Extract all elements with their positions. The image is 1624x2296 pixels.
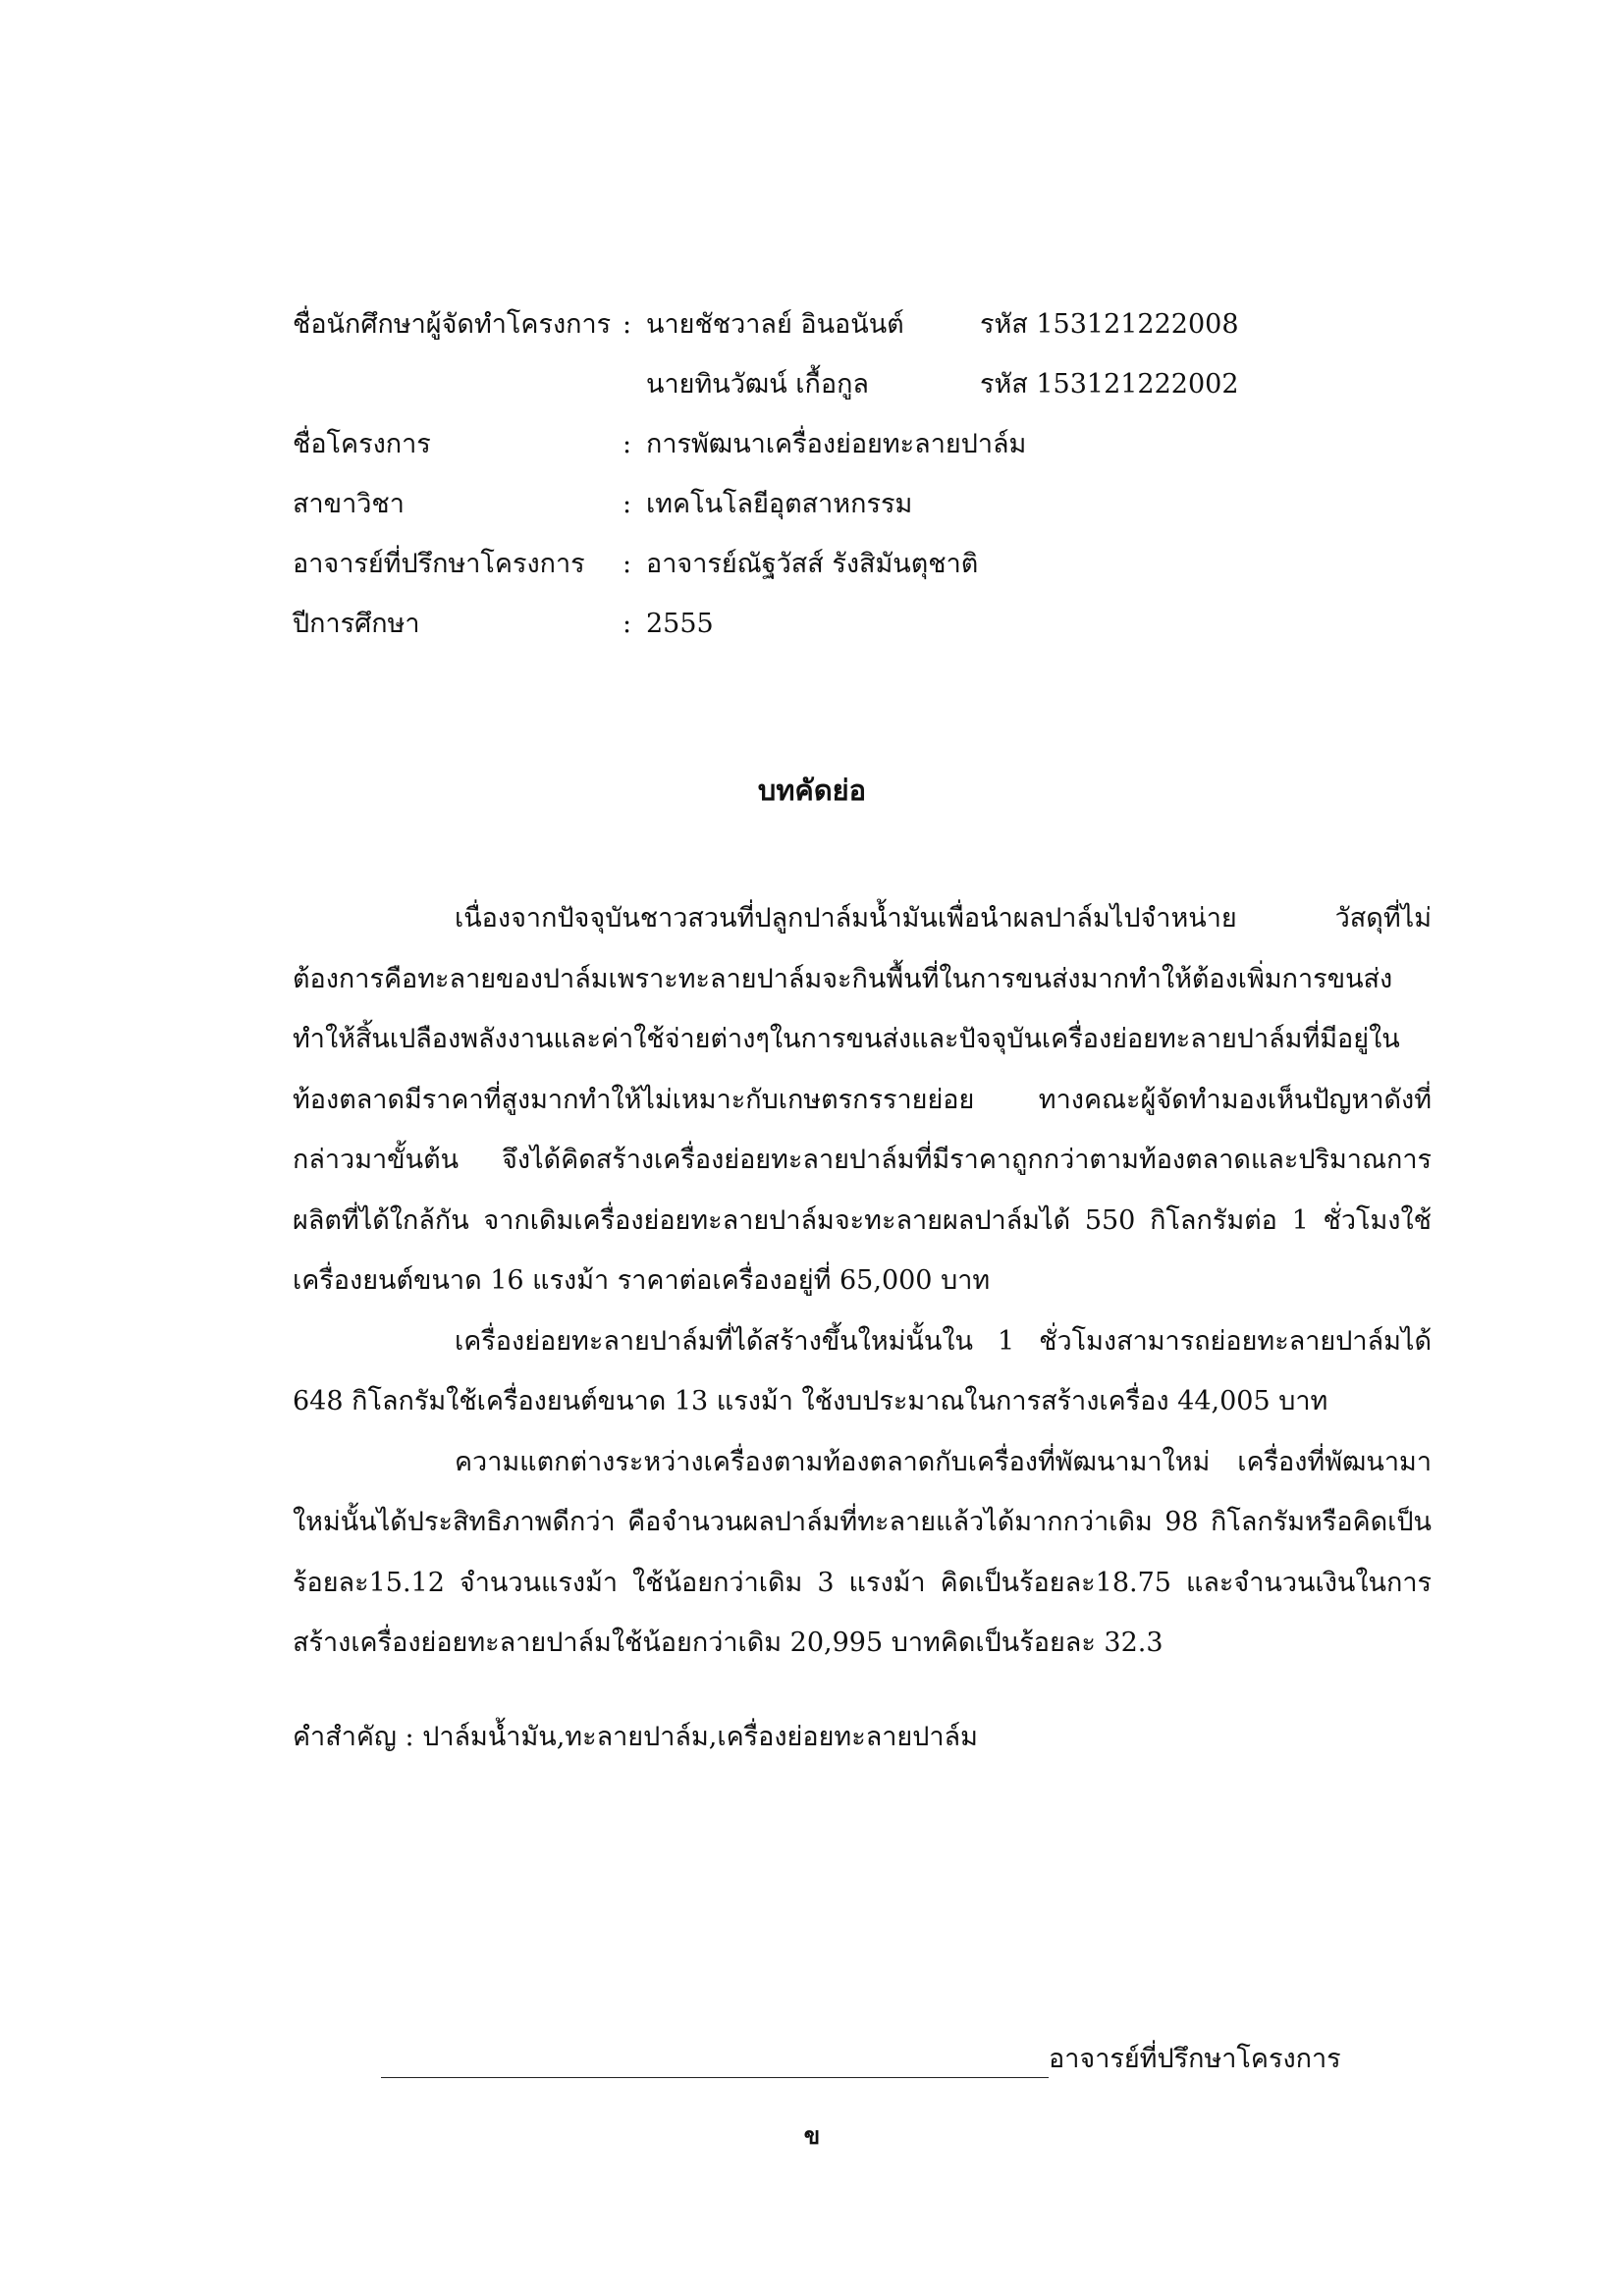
advisor-label: อาจารย์ที่ปรึกษาโครงการ — [293, 549, 585, 579]
advisor-colon: : — [623, 549, 632, 579]
project-info-block — [293, 294, 1373, 654]
advisor-value: อาจารย์ณัฐวัสส์ รังสิมันตุชาติ — [646, 549, 979, 579]
students-row-2 — [293, 354, 1373, 414]
project-colon: : — [623, 429, 632, 459]
student-code-2: รหัส 153121222002 — [980, 369, 1239, 400]
year-colon: : — [623, 609, 632, 639]
student-name-1: นายชัชวาลย์ อินอนันต์ — [646, 309, 904, 340]
abstract-paragraph-1: เนื่องจากปัจจุบันชาวสวนที่ปลูกปาล์มน้ำมันเพื่อนำผลปาล์มไปจำหน่าย วัสดุที่ไม่ต้องการคือทะลายของปาล์มเพราะทะลายปาล์มจะกินพื้นที่ในการขนส่งมากทำให้ต้องเพิ่มการขนส่งทำให้สิ้นเปลืองพลังงานและค่าใช้จ่ายต่างๆในการขนส่งและปัจจุบันเครื่องย่อยทะลายปาล์มที่มีอยู่ในท้องตลาดมีราคาที่สูงมากทำให้ไม่เหมาะกับเกษตรกรรายย่อย ทางคณะผู้จัดทำมองเห็นปัญหาดังที่กล่าวมาขั้นต้น จึงได้คิดสร้างเครื่องย่อยทะลายปาล์มที่มีราคาถูกกว่าตามท้องตลาดและปริมาณการผลิตที่ได้ใกล้กัน จากเดิมเครื่องย่อยทะลายปาล์มจะทะลายผลปาล์มได้ 550 กิโลกรัมต่อ 1 ชั่วโมงใช้เครื่องยนต์ขนาด 16 แรงม้า ราคาต่อเครื่องอยู่ที่ 65,000 บาท — [293, 903, 1432, 1296]
keywords-line: คำสำคัญ : ปาล์มน้ำมัน,ทะลายปาล์ม,เครื่องย่อยทะลายปาล์ม — [293, 1722, 978, 1752]
program-value: เทคโนโลยีอุตสาหกรรม — [646, 489, 913, 519]
signature-label: อาจารย์ที่ปรึกษาโครงการ — [1049, 2044, 1341, 2074]
signature-block — [381, 2032, 1373, 2081]
project-row — [293, 414, 1373, 474]
signature-line — [381, 2077, 1049, 2078]
year-value: 2555 — [646, 609, 714, 639]
year-row — [293, 594, 1373, 654]
advisor-row — [293, 534, 1373, 594]
students-row-1 — [293, 294, 1373, 354]
project-value: การพัฒนาเครื่องย่อยทะลายปาล์ม — [646, 429, 1027, 459]
page-number: ข — [803, 2121, 821, 2150]
student-code-1: รหัส 153121222008 — [980, 309, 1239, 340]
project-label: ชื่อโครงการ — [293, 429, 431, 459]
abstract-paragraph-2: เครื่องย่อยทะลายปาล์มที่ได้สร้างขึ้นใหม่นั้นใน 1 ชั่วโมงสามารถย่อยทะลายปาล์มได้ 648 กิโลกรัมใช้เครื่องยนต์ขนาด 13 แรงม้า ใช้งบประมาณในการสร้างเครื่อง 44,005 บาท — [293, 1325, 1432, 1416]
students-label: ชื่อนักศึกษาผู้จัดทำโครงการ — [293, 309, 612, 340]
program-row — [293, 474, 1373, 534]
student-name-2: นายทินวัฒน์ เกื้อกูล — [646, 369, 869, 400]
students-colon: : — [623, 309, 632, 340]
abstract-body — [293, 888, 1432, 1674]
program-label: สาขาวิชา — [293, 489, 405, 519]
year-label: ปีการศึกษา — [293, 609, 420, 639]
abstract-paragraph-3: ความแตกต่างระหว่างเครื่องตามท้องตลาดกับเครื่องที่พัฒนามาใหม่ เครื่องที่พัฒนามาใหม่นั้นได้ประสิทธิภาพดีกว่า คือจำนวนผลปาล์มที่ทะลายแล้วได้มากกว่าเดิม 98 กิโลกรัมหรือคิดเป็นร้อยละ15.12 จำนวนแรงม้า ใช้น้อยกว่าเดิม 3 แรงม้า คิดเป็นร้อยละ18.75 และจำนวนเงินในการสร้างเครื่องย่อยทะลายปาล์มใช้น้อยกว่าเดิม 20,995 บาทคิดเป็นร้อยละ 32.3 — [293, 1446, 1432, 1658]
program-colon: : — [623, 489, 632, 519]
abstract-heading: บทคัดย่อ — [757, 774, 867, 807]
